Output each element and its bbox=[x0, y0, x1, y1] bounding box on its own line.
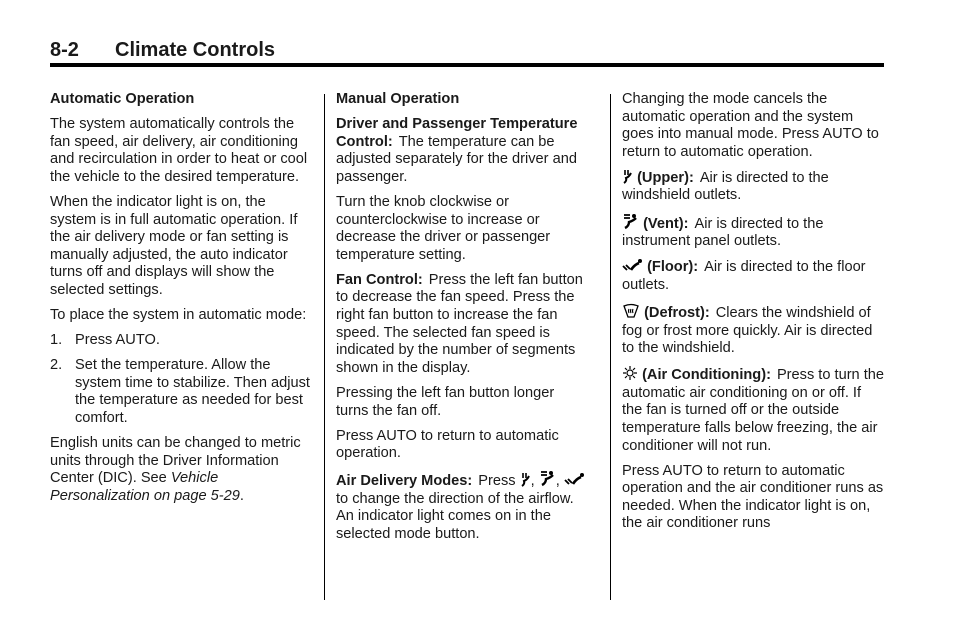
fan-control-label: Fan Control: bbox=[336, 271, 423, 288]
auto-paragraph-2: When the indicator light is on, the system is in full automatic operation. If the air delivery mode or fan setting is manually adjusted, the auto indicator turns off and displays will show the selected settings. bbox=[50, 193, 298, 298]
vent-text: Air is directed to the instrument panel outlets. bbox=[622, 215, 824, 250]
temperature-control-text: The temperature can be adjusted separately for the driver and passenger. bbox=[336, 133, 577, 185]
vent-mode-icon bbox=[539, 470, 556, 487]
air-delivery-modes-label: Air Delivery Modes: bbox=[336, 473, 473, 490]
heading-manual-operation: Manual Operation bbox=[336, 91, 460, 107]
list-item bbox=[50, 332, 315, 350]
comma: , bbox=[530, 473, 535, 490]
defrost-icon bbox=[622, 302, 640, 319]
units-paragraph bbox=[50, 435, 315, 505]
auto-paragraph-1: The system automatically controls the fan speed, air delivery, air conditioning and recirculation in order to heat or cool the vehicle to the desired temperature. bbox=[50, 116, 308, 185]
column-1 bbox=[50, 91, 315, 513]
knob-paragraph: Turn the knob clockwise or counterclockwise to increase or decrease the driver or passenger temperature setting. bbox=[336, 193, 551, 263]
column-divider-2 bbox=[610, 94, 611, 600]
cross-reference-link[interactable]: Vehicle Personalization on page 5-29 bbox=[50, 470, 240, 504]
page-header bbox=[50, 38, 884, 63]
modes-press-text: Press bbox=[478, 473, 516, 490]
column-divider-1 bbox=[324, 94, 325, 600]
heading-automatic-operation: Automatic Operation bbox=[50, 91, 195, 107]
fan-control-paragraph bbox=[336, 272, 590, 378]
air-conditioning-label: (Air Conditioning): bbox=[642, 367, 771, 384]
floor-label: (Floor): bbox=[647, 259, 699, 276]
floor-paragraph bbox=[622, 258, 884, 294]
floor-text: Air is directed to the floor outlets. bbox=[622, 259, 866, 293]
auto-paragraph-3: To place the system in automatic mode: bbox=[50, 307, 307, 324]
upper-text: Air is directed to the windshield outlets. bbox=[622, 169, 829, 204]
column-3 bbox=[622, 91, 884, 541]
defrost-label: (Defrost): bbox=[644, 304, 710, 321]
units-end: . bbox=[239, 487, 244, 504]
step-number: 2. bbox=[50, 357, 63, 374]
temperature-control-label: Driver and Passenger Temperature Control: bbox=[336, 116, 578, 150]
units-text: English units can be changed to metric units through the Driver Information Center (DIC). See bbox=[50, 435, 301, 487]
fan-control-text: Press the left fan button to decrease the fan speed. Press the right fan button to increase the fan speed. The selected fan speed is indicated by the number of segments shown in the display. bbox=[336, 271, 583, 376]
step-text: Set the temperature. Allow the system time to stabilize. Then adjust the temperature as needed for best comfort. bbox=[75, 357, 310, 426]
air-conditioning-paragraph bbox=[622, 365, 884, 455]
floor-mode-icon bbox=[622, 258, 643, 273]
step-number: 1. bbox=[50, 332, 63, 349]
section-title: Climate Controls bbox=[115, 39, 276, 61]
page-number: 8-2 bbox=[50, 39, 79, 61]
defrost-text: Clears the windshield of fog or frost more quickly. Air is directed to the windshield. bbox=[622, 304, 873, 357]
air-delivery-modes-paragraph bbox=[336, 470, 590, 543]
mode-change-paragraph: Changing the mode cancels the automatic operation and the system goes into manual mode. Press AUTO to return to automatic operation. bbox=[622, 91, 879, 160]
step-text: Press AUTO. bbox=[75, 332, 160, 349]
ac-auto-paragraph: Press AUTO to return to automatic operation and the air conditioner runs as needed. When the indicator light is on, the air conditioner runs bbox=[622, 462, 884, 532]
vent-paragraph bbox=[622, 213, 884, 251]
air-conditioning-text: Press to turn the automatic air conditioning on or off. If the fan is turned off or the outside temperature falls below freezing, the air conditioner will not run. bbox=[622, 367, 885, 454]
auto-steps-list bbox=[50, 332, 315, 427]
defrost-paragraph bbox=[622, 302, 884, 358]
upper-mode-icon bbox=[622, 169, 633, 184]
comma: , bbox=[555, 473, 560, 490]
snowflake-icon bbox=[622, 365, 638, 381]
upper-label: (Upper): bbox=[637, 169, 694, 186]
upper-paragraph bbox=[622, 169, 884, 205]
temperature-control-paragraph bbox=[336, 116, 590, 186]
column-2 bbox=[336, 91, 590, 551]
floor-mode-icon bbox=[564, 472, 585, 487]
vent-mode-icon bbox=[622, 213, 639, 230]
fan-off-paragraph: Pressing the left fan button longer turns the fan off. bbox=[336, 384, 555, 419]
auto-return-paragraph: Press AUTO to return to automatic operation. bbox=[336, 427, 559, 462]
upper-mode-icon bbox=[520, 472, 531, 487]
header-rule bbox=[50, 63, 884, 67]
vent-label: (Vent): bbox=[643, 215, 689, 232]
list-item bbox=[50, 357, 315, 427]
modes-text: to change the direction of the airflow. An indicator light comes on in the selected mode button. bbox=[336, 490, 574, 543]
